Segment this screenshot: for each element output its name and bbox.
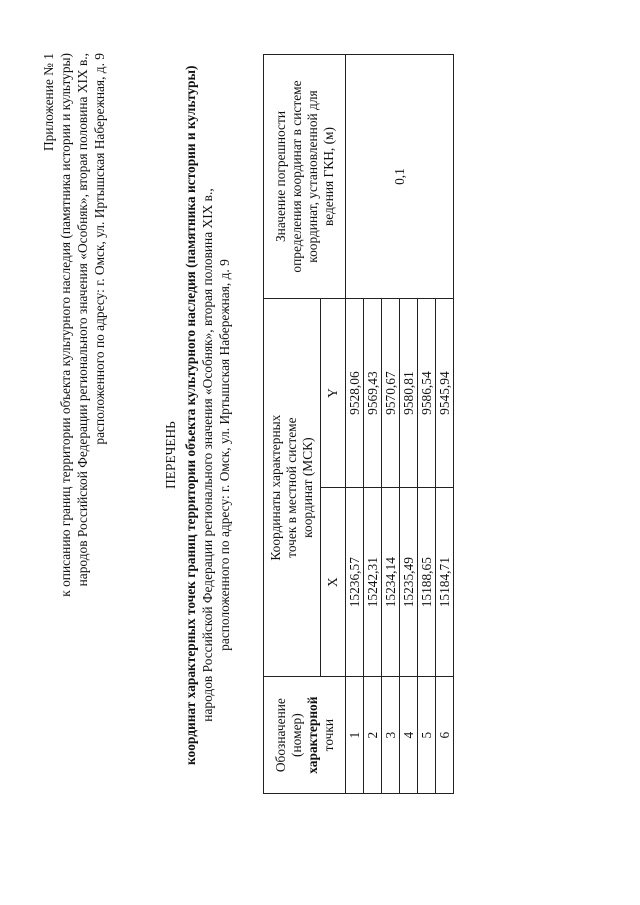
point-number: 4 [400,677,418,794]
point-x: 15234,14 [382,488,400,677]
appendix-number: Приложение № 1 [41,53,56,152]
coordinates-table [263,54,454,794]
accuracy-value: 0,1 [346,55,454,299]
appendix-line: народов Российской Федерации регионального значения «Особняк», вторая половина XIX в., [75,53,90,587]
title-heading: ПЕРЕЧЕНЬ [163,421,178,489]
document-title [162,65,233,765]
point-number: 2 [364,677,382,794]
header-y: Y [321,299,346,488]
point-y: 9528,06 [346,299,364,488]
point-number: 5 [418,677,436,794]
title-line: народов Российской Федерации регионального значения «Особняк», вторая половина XIX в., [200,188,215,722]
header-accuracy-line: определения координат в системе [288,80,304,273]
point-y: 9580,81 [400,299,418,488]
appendix-header [40,45,108,725]
appendix-line: к описанию границ территории объекта культурного наследия (памятника истории и культуры) [58,53,73,597]
header-designation-line: (номер) [288,713,304,757]
point-y: 9569,43 [364,299,382,488]
point-x: 15235,49 [400,488,418,677]
header-x: X [321,488,346,677]
point-x: 15184,71 [436,488,454,677]
table-header-row [264,55,321,794]
table-row [346,55,364,794]
point-number: 1 [346,677,364,794]
header-coordinates-line: координат (МСК) [300,437,315,538]
point-y: 9586,54 [418,299,436,488]
point-x: 15188,65 [418,488,436,677]
header-designation-line: Обозначение [272,698,288,773]
header-accuracy-line: ведения ГКН, (м) [320,127,336,227]
header-designation-line: характерной [304,696,320,774]
header-designation [264,677,346,794]
point-y: 9570,67 [382,299,400,488]
point-number: 3 [382,677,400,794]
header-accuracy-line: координат, установленной для [304,90,320,263]
header-coordinates-line: точек в местной системе [284,417,299,558]
header-accuracy [264,55,346,299]
point-x: 15242,31 [364,488,382,677]
appendix-line: расположенного по адресу: г. Омск, ул. Иртышская Набережная, д. 9 [92,53,107,445]
point-number: 6 [436,677,454,794]
header-designation-line: точки [320,718,336,752]
point-y: 9545,94 [436,299,454,488]
point-x: 15236,57 [346,488,364,677]
title-line: расположенного по адресу: г. Омск, ул. Иртышская Набережная, д. 9 [217,259,232,651]
header-coordinates-line: Координаты характерных [268,414,283,561]
header-accuracy-line: Значение погрешности [272,111,288,243]
title-line: координат характерных точек границ территории объекта культурного наследия (памятника истории и культуры) [183,65,198,765]
header-coordinates [264,299,321,677]
